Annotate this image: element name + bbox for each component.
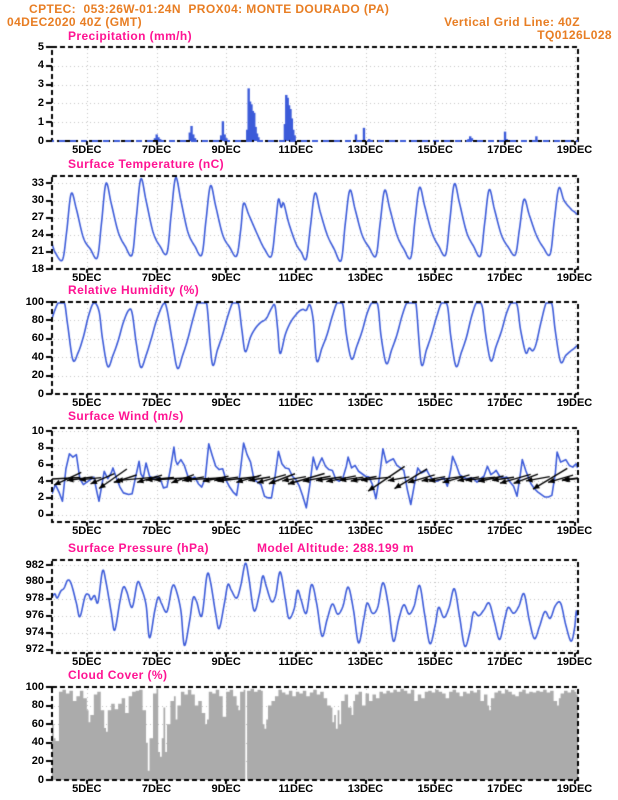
x-tick-label: 7DEC [141, 525, 172, 537]
x-tick-label: 7DEC [141, 144, 172, 156]
x-tick-label: 19DEC [556, 397, 593, 409]
y-tick-label-relative-humidity: 0 [37, 387, 44, 400]
x-tick-label: 11DEC [278, 525, 314, 537]
y-tick-label-surface-wind: 10 [31, 424, 44, 437]
y-tick-label-cloud-cover: 100 [25, 680, 44, 693]
y-tick-label-cloud-cover: 20 [31, 754, 44, 767]
x-tick-label: 5DEC [72, 272, 102, 284]
panel-title-temperature: Surface Temperature (nC) [68, 157, 225, 171]
x-tick-label: 15DEC [417, 783, 453, 795]
y-tick-label-surface-temperature: 30 [31, 194, 44, 207]
y-tick-label-precipitation: 0 [37, 134, 44, 147]
y-tick-label-surface-temperature: 24 [31, 228, 44, 241]
y-tick-label-surface-wind: 2 [37, 491, 44, 504]
y-tick-label-surface-pressure: 976 [25, 609, 44, 622]
header-run-id: TQ0126L028 [537, 28, 612, 42]
x-tick-label: 11DEC [278, 272, 314, 284]
x-tick-label: 13DEC [347, 397, 384, 409]
y-tick-label-surface-wind: 4 [37, 474, 44, 487]
x-tick-label: 19DEC [556, 144, 593, 156]
y-tick-label-cloud-cover: 80 [31, 699, 44, 712]
y-tick-label-precipitation: 3 [37, 78, 44, 91]
x-tick-label: 13DEC [347, 272, 384, 284]
x-tick-label: 15DEC [417, 397, 453, 409]
y-tick-label-surface-wind: 0 [37, 508, 44, 520]
x-tick-label: 7DEC [141, 656, 172, 668]
y-tick-label-surface-pressure: 972 [25, 643, 44, 656]
x-tick-label: 13DEC [347, 656, 384, 668]
x-tick-label: 17DEC [487, 397, 523, 409]
y-tick-label-surface-temperature: 18 [31, 262, 44, 275]
y-tick-label-precipitation: 4 [37, 59, 44, 72]
panel-title-model-altitude: Model Altitude: 288.199 m [257, 541, 414, 555]
header-run-date: 04DEC2020 40Z (GMT) [7, 15, 142, 29]
x-tick-label: 15DEC [417, 144, 453, 156]
x-tick-label: 15DEC [417, 272, 453, 284]
x-tick-label: 17DEC [487, 272, 523, 284]
y-tick-label-surface-temperature: 27 [31, 211, 44, 224]
x-tick-label: 13DEC [347, 525, 384, 537]
y-tick-label-surface-pressure: 974 [25, 626, 44, 639]
x-tick-label: 11DEC [278, 144, 314, 156]
x-tick-label: 11DEC [278, 397, 314, 409]
x-tick-label: 19DEC [556, 525, 593, 537]
x-tick-label: 15DEC [417, 525, 453, 537]
panel-title-pressure: Surface Pressure (hPa) [68, 541, 209, 555]
x-tick-label: 19DEC [556, 656, 593, 668]
x-tick-label: 15DEC [417, 656, 453, 668]
x-tick-label: 7DEC [141, 783, 172, 795]
y-tick-label-surface-wind: 6 [37, 458, 44, 471]
x-tick-label: 5DEC [72, 144, 102, 156]
y-tick-label-cloud-cover: 0 [37, 773, 44, 786]
x-tick-label: 9DEC [211, 272, 241, 284]
x-tick-label: 7DEC [141, 272, 172, 284]
y-tick-label-relative-humidity: 40 [31, 350, 44, 363]
y-tick-label-precipitation: 2 [37, 96, 44, 109]
x-tick-label: 19DEC [556, 272, 593, 284]
x-tick-label: 17DEC [487, 656, 523, 668]
y-tick-label-surface-pressure: 982 [25, 558, 44, 571]
y-tick-label-precipitation: 5 [37, 40, 44, 53]
y-tick-label-surface-pressure: 978 [25, 592, 44, 605]
x-tick-label: 13DEC [347, 144, 384, 156]
x-tick-label: 19DEC [556, 783, 593, 795]
x-tick-label: 9DEC [211, 525, 241, 537]
y-tick-label-relative-humidity: 100 [25, 295, 44, 308]
x-tick-label: 13DEC [347, 783, 384, 795]
y-tick-label-precipitation: 1 [37, 115, 44, 128]
x-tick-label: 9DEC [211, 144, 241, 156]
header-station-line: CPTEC: 053:26W-01:24N PROX04: MONTE DOURADO (PA) [29, 2, 390, 16]
x-tick-label: 17DEC [487, 144, 523, 156]
y-tick-label-surface-temperature: 33 [31, 176, 44, 189]
y-tick-label-surface-wind: 8 [37, 441, 44, 454]
x-tick-label: 5DEC [72, 397, 102, 409]
y-tick-label-cloud-cover: 40 [31, 736, 44, 749]
x-tick-label: 11DEC [278, 783, 314, 795]
x-tick-label: 17DEC [487, 525, 523, 537]
panel-title-cloud-cover: Cloud Cover (%) [68, 668, 168, 682]
x-tick-label: 5DEC [72, 525, 102, 537]
x-tick-label: 5DEC [72, 656, 102, 668]
y-tick-label-relative-humidity: 80 [31, 313, 44, 326]
x-tick-label: 9DEC [211, 783, 241, 795]
x-tick-label: 9DEC [211, 656, 241, 668]
x-tick-label: 9DEC [211, 397, 241, 409]
y-tick-label-surface-temperature: 21 [31, 245, 44, 258]
x-tick-label: 7DEC [141, 397, 172, 409]
panel-title-wind: Surface Wind (m/s) [68, 409, 184, 423]
x-tick-label: 5DEC [72, 783, 102, 795]
y-tick-label-surface-pressure: 980 [25, 575, 44, 588]
x-tick-label: 11DEC [278, 656, 314, 668]
y-tick-label-relative-humidity: 60 [31, 332, 44, 345]
header-grid-note: Vertical Grid Line: 40Z [444, 15, 580, 29]
x-tick-label: 17DEC [487, 783, 523, 795]
panel-title-precipitation: Precipitation (mm/h) [68, 29, 193, 43]
panel-title-humidity: Relative Humidity (%) [68, 283, 200, 297]
y-tick-label-relative-humidity: 20 [31, 369, 44, 382]
y-tick-label-cloud-cover: 60 [31, 717, 44, 730]
